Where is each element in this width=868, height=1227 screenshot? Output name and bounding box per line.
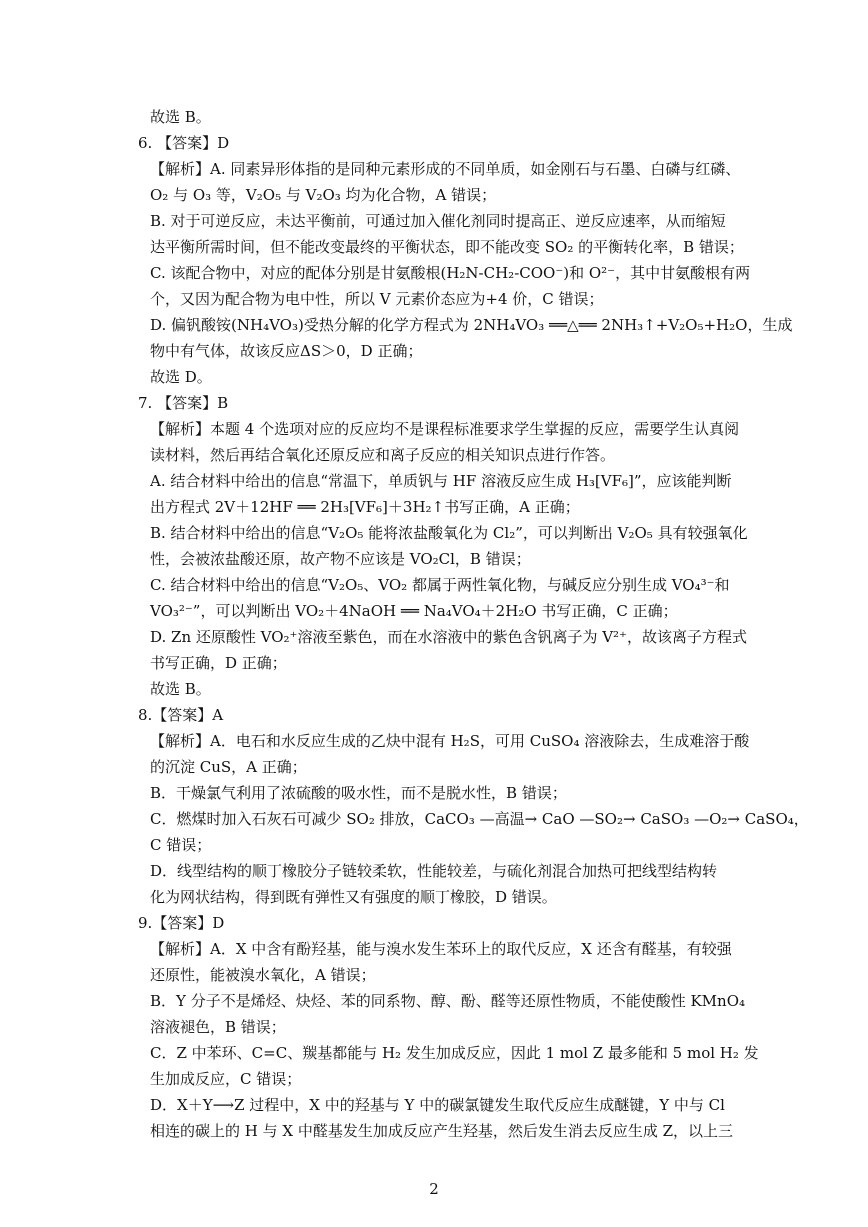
text-line: 书写正确，D 正确； xyxy=(150,654,287,672)
text-line: 相连的碳上的 H 与 X 中醛基发生加成反应产生羟基，然后发生消去反应生成 Z，以上三 xyxy=(150,1122,734,1140)
text-line: D．线型结构的顺丁橡胶分子链较柔软，性能较差，与硫化剂混合加热可把线型结构转 xyxy=(150,862,718,880)
text-line: B．干燥氯气利用了浓硫酸的吸水性，而不是脱水性，B 错误； xyxy=(150,784,567,802)
text-line: 故选 B。 xyxy=(150,108,211,126)
text-line: 的沉淀 CuS，A 正确； xyxy=(150,758,307,776)
text-line: C 错误； xyxy=(150,836,212,854)
text-line: 故选 B。 xyxy=(150,680,211,698)
text-line: C．Z 中苯环、C=C、羰基都能与 H₂ 发生加成反应，因此 1 mol Z 最多能和 5 mol H₂ 发 xyxy=(150,1044,759,1062)
text-line: 还原性，能被溴水氧化，A 错误； xyxy=(150,966,376,984)
text-line: C. 该配合物中，对应的配体分别是甘氨酸根(H₂N-CH₂-COO⁻)和 O²⁻，其中甘氨酸根有两 xyxy=(150,264,751,282)
text-line: 物中有气体，故该反应ΔS＞0，D 正确； xyxy=(150,342,423,360)
text-line: 性，会被浓盐酸还原，故产物不应该是 VO₂Cl，B 错误； xyxy=(150,550,531,568)
text-line: 化为网状结构，得到既有弹性又有强度的顺丁橡胶，D 错误。 xyxy=(150,888,557,906)
text-line: D. Zn 还原酸性 VO₂⁺溶液至紫色，而在水溶液中的紫色含钒离子为 V²⁺，故该离子方程式 xyxy=(150,628,747,646)
answer-content xyxy=(138,104,809,1144)
text-line: 【解析】本题 4 个选项对应的反应均不是课程标准要求学生掌握的反应，需要学生认真阅 xyxy=(150,420,740,438)
answer-heading-7: 7. 【答案】B xyxy=(138,394,229,412)
page-number: 2 xyxy=(429,1180,439,1198)
equation-line: D. 偏钒酸铵(NH₄VO₃)受热分解的化学方程式为 2NH₄VO₃ ══△══ 2NH₃↑+V₂O₅+H₂O，生成 xyxy=(150,316,793,334)
text-line: 个，又因为配合物为电中性，所以 V 元素价态应为+4 价，C 错误； xyxy=(150,290,604,308)
text-line: 【解析】A．X 中含有酚羟基，能与溴水发生苯环上的取代反应，X 还含有醛基，有较强 xyxy=(150,940,732,958)
equation-line: 出方程式 2V＋12HF ══ 2H₃[VF₆]＋3H₂↑书写正确，A 正确； xyxy=(150,498,580,516)
text-line: 达平衡所需时间，但不能改变最终的平衡状态，即不能改变 SO₂ 的平衡转化率，B 错误； xyxy=(150,238,744,256)
text-line: C. 结合材料中给出的信息“V₂O₅、VO₂ 都属于两性氧化物，与碱反应分别生成 VO₄³⁻和 xyxy=(150,576,730,594)
equation-line: VO₃²⁻”，可以判断出 VO₂＋4NaOH ══ Na₄VO₄＋2H₂O 书写正确，C 正确； xyxy=(150,602,678,620)
text-line: 故选 D。 xyxy=(150,368,212,386)
text-line: 读材料，然后再结合氧化还原反应和离子反应的相关知识点进行作答。 xyxy=(150,446,616,464)
answer-heading-6: 6. 【答案】D xyxy=(138,134,230,152)
answer-heading-8: 8.【答案】A xyxy=(138,706,224,724)
answer-heading-9: 9.【答案】D xyxy=(138,914,225,932)
text-line: A. 结合材料中给出的信息“常温下，单质钒与 HF 溶液反应生成 H₃[VF₆]”，应该能判断 xyxy=(150,472,732,490)
text-line: 【解析】A. 同素异形体指的是同种元素形成的不同单质，如金刚石与石墨、白磷与红磷、 xyxy=(150,160,741,178)
text-line: 生加成反应，C 错误； xyxy=(150,1070,302,1088)
equation-line: C．燃煤时加入石灰石可减少 SO₂ 排放，CaCO₃ —高温→ CaO —SO₂→ CaSO₃ —O₂→ CaSO₄， xyxy=(150,810,809,828)
text-line: 溶液褪色，B 错误； xyxy=(150,1018,286,1036)
text-line: B. 结合材料中给出的信息“V₂O₅ 能将浓盐酸氧化为 Cl₂”，可以判断出 V₂O₅ 具有较强氧化 xyxy=(150,524,748,542)
text-line: B. 对于可逆反应，未达平衡前，可通过加入催化剂同时提高正、逆反应速率，从而缩短 xyxy=(150,212,726,230)
text-line: D．X＋Y⟶Z 过程中，X 中的羟基与 Y 中的碳氯键发生取代反应生成醚键，Y 中与 Cl xyxy=(150,1096,725,1114)
text-line: 【解析】A．电石和水反应生成的乙炔中混有 H₂S，可用 CuSO₄ 溶液除去，生成难溶于酸 xyxy=(150,732,750,750)
text-line: O₂ 与 O₃ 等，V₂O₅ 与 V₂O₃ 均为化合物，A 错误； xyxy=(150,186,497,204)
text-line: B．Y 分子不是烯烃、炔烃、苯的同系物、醇、酚、醛等还原性物质，不能使酸性 KMnO₄ xyxy=(150,992,746,1010)
